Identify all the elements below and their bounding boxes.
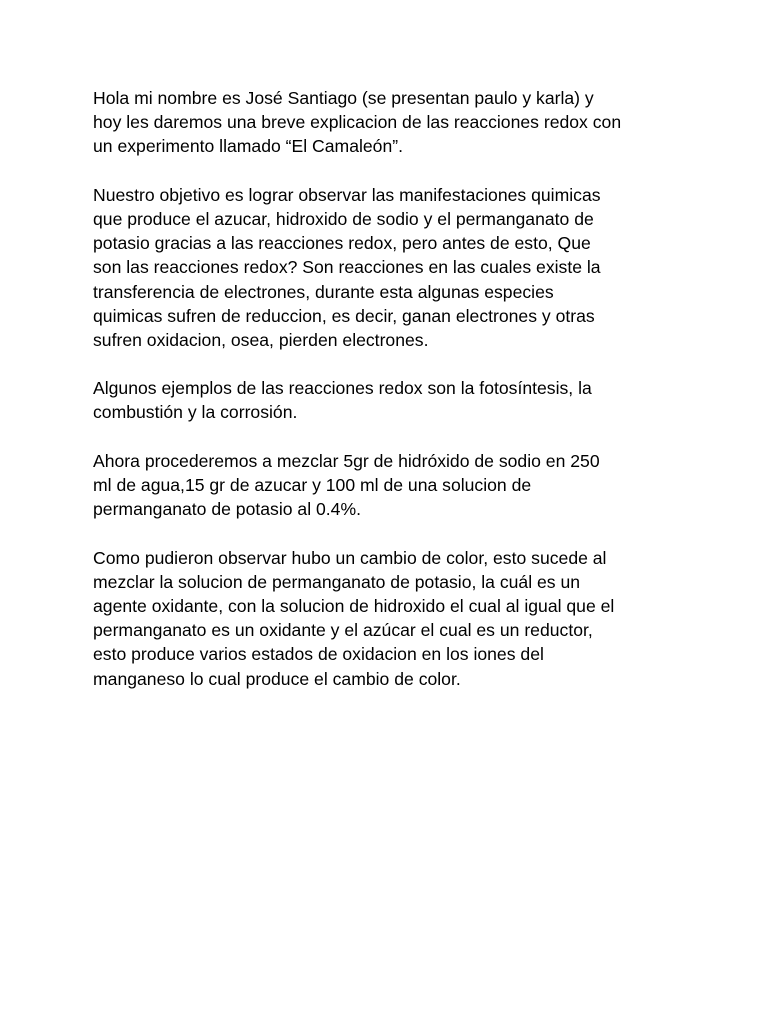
text-line: transferencia de electrones, durante esta algunas especies [93,281,554,302]
text-line: potasio gracias a las reacciones redox, pero antes de esto, Que [93,233,591,254]
text-line: hoy les daremos una breve explicacion de las reacciones redox con [93,112,622,133]
text-line: permanganato de potasio al 0.4%. [93,499,362,520]
paragraph-examples [93,376,683,424]
paragraph-introduction [93,86,683,159]
text-line: Como pudieron observar hubo un cambio de color, esto sucede al [93,547,607,568]
text-line: que produce el azucar, hidroxido de sodio y el permanganato de [93,208,594,229]
paragraph-procedure [93,449,683,522]
text-line: esto produce varios estados de oxidacion en los iones del [93,644,544,665]
text-line: Nuestro objetivo es lograr observar las manifestaciones quimicas [93,184,601,205]
text-line: Hola mi nombre es José Santiago (se presentan paulo y karla) y [93,88,594,108]
text-line: permanganato es un oxidante y el azúcar el cual es un reductor, [93,620,593,641]
text-line: quimicas sufren de reduccion, es decir, ganan electrones y otras [93,305,595,326]
text-line: un experimento llamado “El Camaleón”. [93,136,403,157]
text-line: combustión y la corrosión. [93,402,298,423]
text-line: manganeso lo cual produce el cambio de color. [93,668,461,689]
text-line: Ahora procederemos a mezclar 5gr de hidróxido de sodio en 250 [93,450,600,471]
text-line: agente oxidante, con la solucion de hidroxido el cual al igual que el [93,595,615,616]
paragraph-conclusion [93,546,683,691]
text-line: son las reacciones redox? Son reacciones en las cuales existe la [93,257,601,278]
text-line: mezclar la solucion de permanganato de potasio, la cuál es un [93,571,581,592]
text-line: ml de agua,15 gr de azucar y 100 ml de una solucion de [93,475,532,495]
text-line: sufren oxidacion, osea, pierden electrones. [93,329,429,350]
text-line: Algunos ejemplos de las reacciones redox son la fotosíntesis, la [93,378,592,399]
document-body [93,86,683,715]
paragraph-objective [93,183,683,352]
